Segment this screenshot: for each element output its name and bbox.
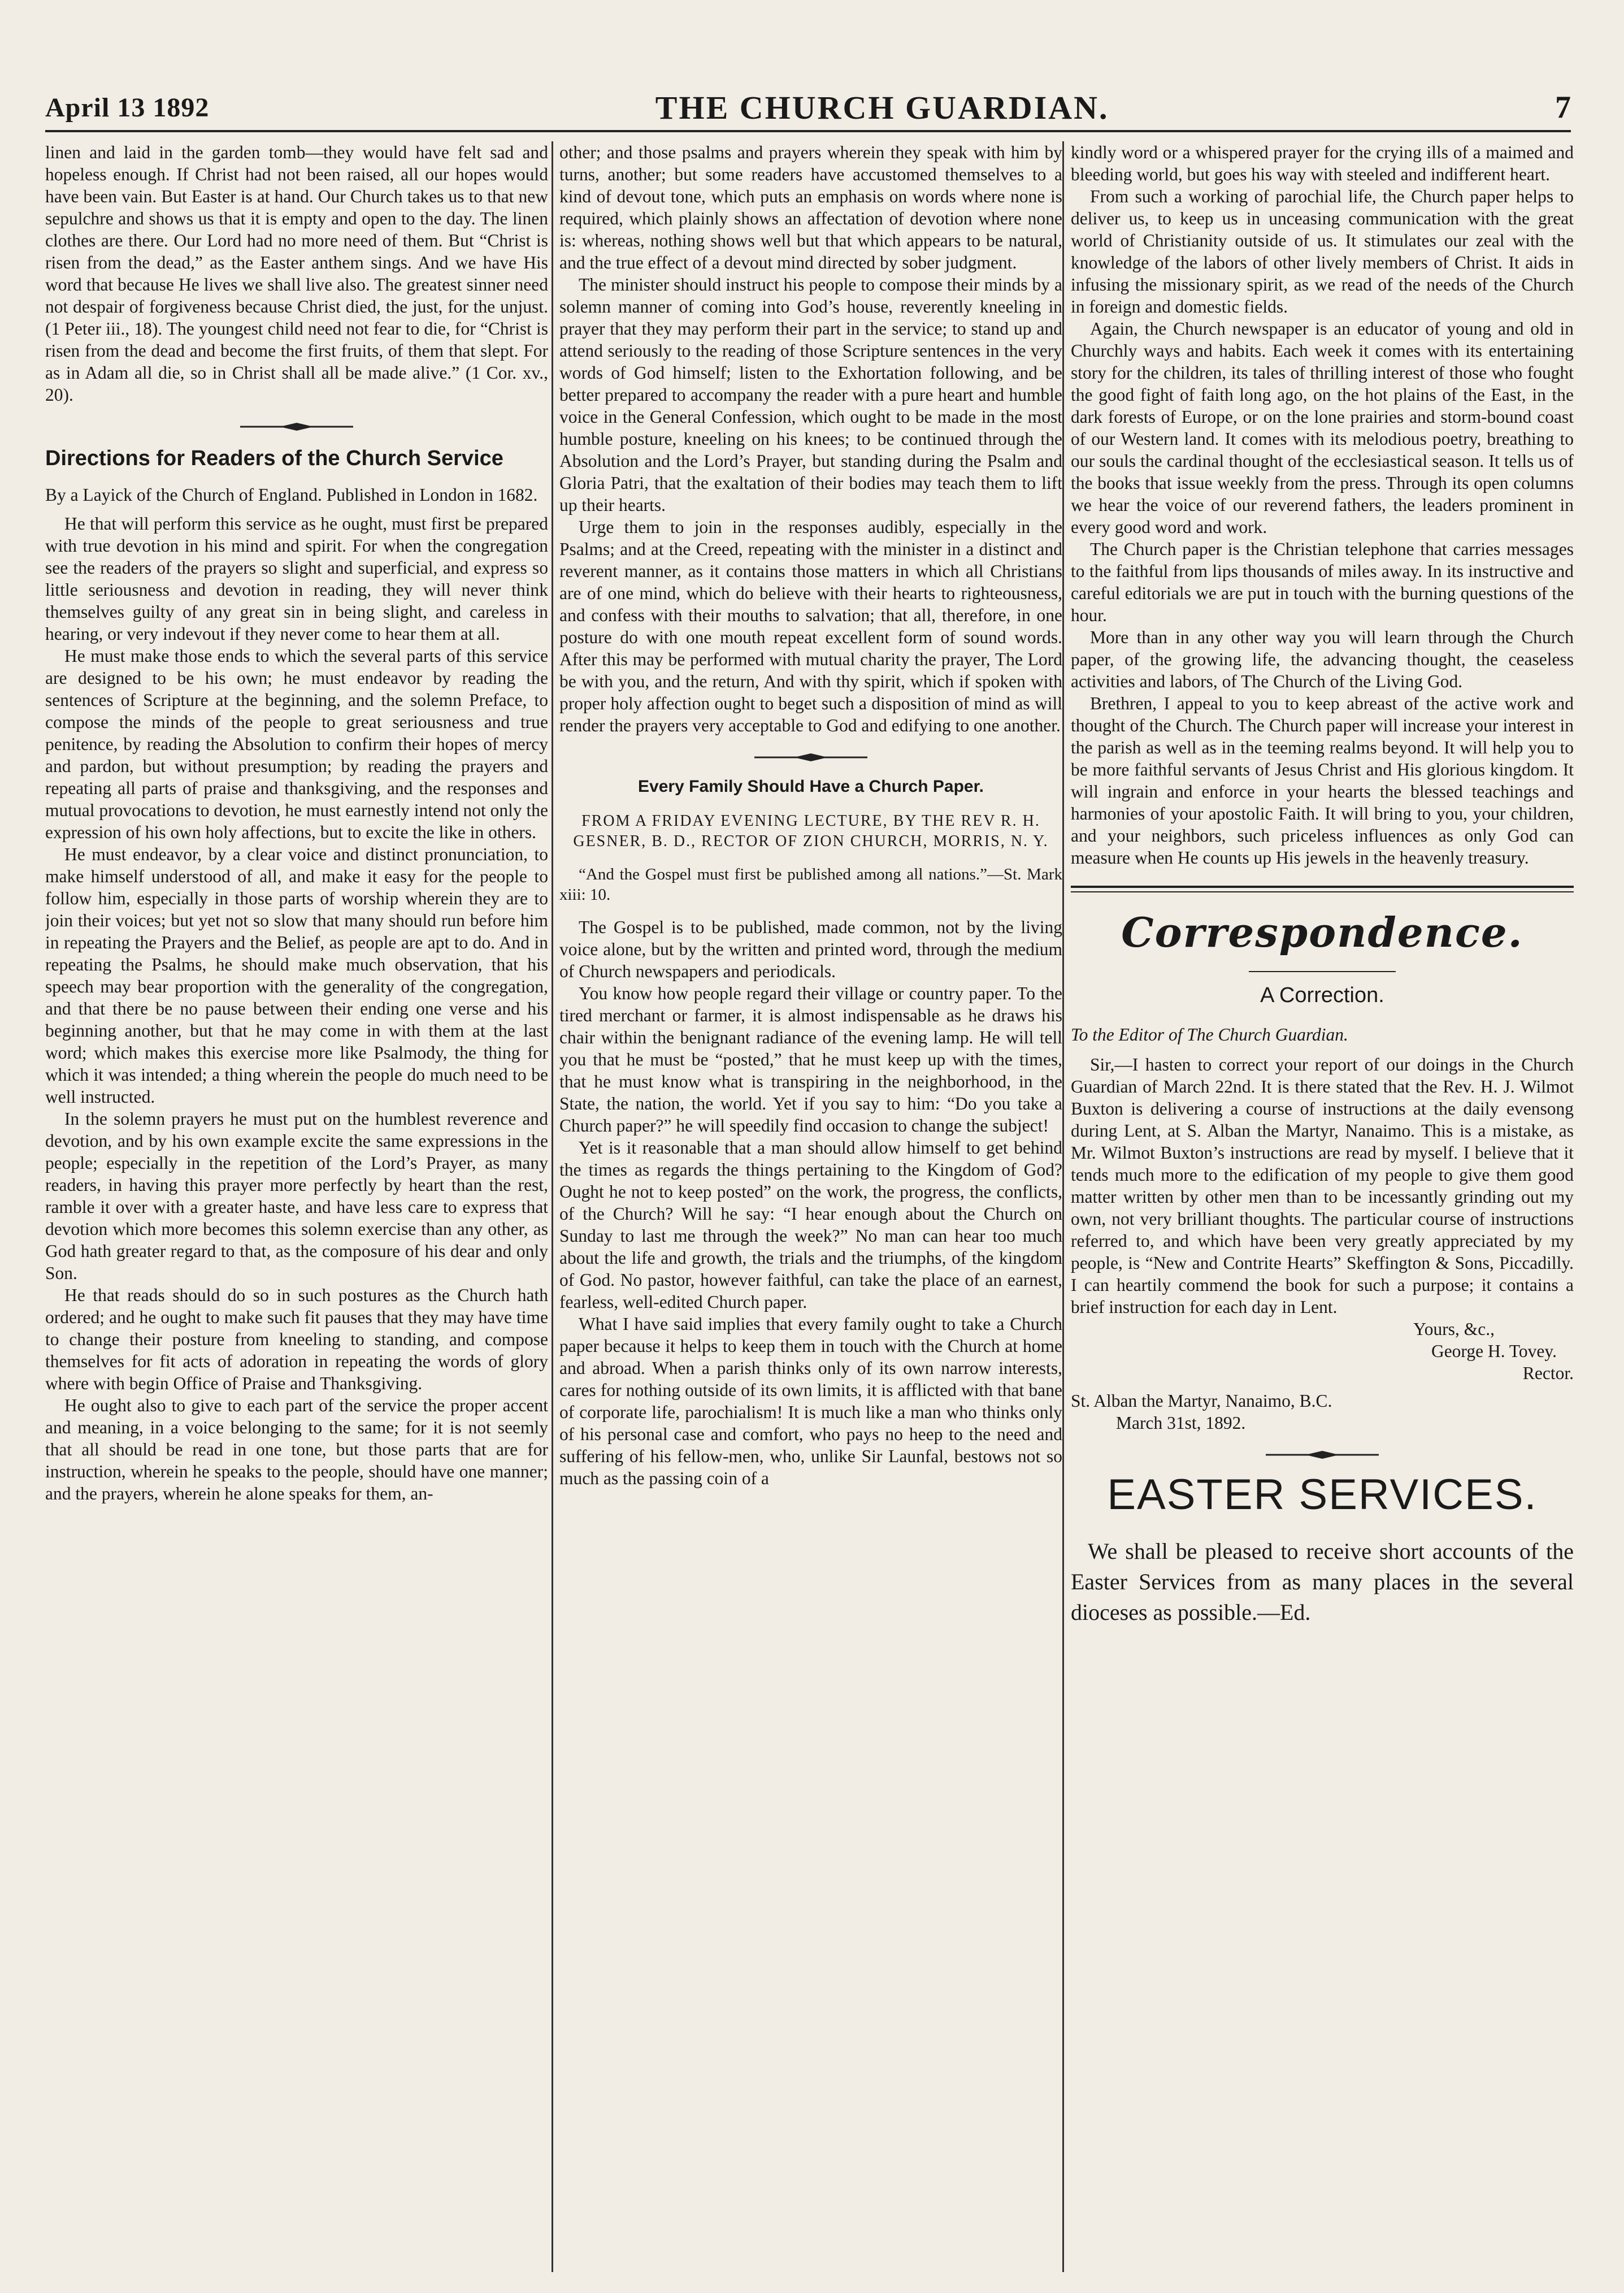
article-paragraph: The Church paper is the Christian telephone that carries messages to the faithful from lips thousands of miles away. In its instructive and careful editorials we are put in touch with the burning questions of the hour. — [1071, 539, 1574, 625]
letter-body: Sir,—I hasten to correct your report of our doings in the Church Guardian of March 22nd. It is there stated that the Rev. H. J. Wilmot Buxton is delivering a course of instructions at the daily evensong during Lent, at S. Alban the Martyr, Nanaimo. This is a mistake, as Mr. Wilmot Buxton’s instructions are read by myself. I believe that it tends much more to the edification of my people to give them good matter written by other men than to be incessantly grinding out my own, not very brilliant thoughts. The particular course of instructions referred to, and which have been very greatly appreciated by my people, is “New and Contrite Hearts” Skeffington & Sons, Piccadilly. I can heartily commend the book for such a purpose; it contains a brief instruction for each day in Lent. — [1071, 1055, 1574, 1317]
ornament-rule-icon — [1266, 1451, 1379, 1459]
ornament-rule-icon — [240, 423, 353, 431]
article-paragraph: He that will perform this service as he ought, must first be prepared with true devotion in his mind and spirit. For when the congregation see the readers of the prayers so slight and superficial, and express so little seriousness and devotion in reading, they will never think themselves guilty of any great sin in being slight, and careless in hearing, or very indevout if they never come to hear them at all. — [45, 514, 548, 644]
article-heading: Every Family Should Have a Church Paper. — [638, 777, 984, 796]
ornament-rule-icon — [754, 753, 867, 761]
article-paragraph: Urge them to join in the responses audibly, especially in the Psalms; and at the Creed, repeating with the minister in a distinct and reverent manner, as it contains those matters in which all Christians are of one mind, which do believe with their hearts to righteousness, and confess with their mouths to salvation; that all, therefore, in one posture do with one mouth repeat excellent form of sound words. After this may be performed with mutual charity the prayer, The Lord be with you, and the return, And with thy spirit, which if spoken with proper holy affection ought to beget such a disposition of mind as will render the prayers very acceptable to God and edifying to one another. — [559, 517, 1062, 735]
article-byline: FROM A FRIDAY EVENING LECTURE, BY THE REV R. H. GESNER, B. D., RECTOR OF ZION CHURCH, MORRIS, N. Y. — [573, 812, 1049, 850]
article-paragraph: He ought also to give to each part of the service the proper accent and meaning, in a voice belonging to the same; for it is not seemly that all should be read in one tone, but those parts that are for instruction, wherein he speaks to the people, should have one manner; and the prayers, wherein he alone speaks for them, an- — [45, 1395, 548, 1503]
article-paragraph: The minister should instruct his people to compose their minds by a solemn manner of coming into God’s house, reverently kneeling in prayer that they may perform their part in the service; to stand up and attend seriously to the reading of those Scripture sentences in the very words of God himself; listen to the Exhortation following, and be better prepared to accompany the reader with a pure heart and humble voice in the General Confession, which ought to be made in the most humble posture, kneeling on his knees; to be continued through the Absolution and the Lord’s Prayer, but standing during the Psalm and Gloria Patri, that the exaltation of their bodies may teach them to lift up their hearts. — [559, 275, 1062, 515]
column-divider — [552, 141, 553, 2272]
letter-signature-title: Rector. — [1522, 1363, 1574, 1383]
letter-date: March 31st, 1892. — [1116, 1413, 1246, 1433]
column-2 — [559, 141, 1062, 2272]
notice-heading: EASTER SERVICES. — [1107, 1471, 1538, 1519]
column-divider — [1062, 141, 1064, 2272]
article-epigraph: “And the Gospel must first be published among all nations.”—St. Mark xiii: 10. — [559, 865, 1062, 904]
section-divider — [1071, 886, 1574, 892]
continued-article-text: linen and laid in the garden tomb—they would have felt sad and hopeless enough. If Christ had not been raised, all our hopes would have been vain. But Easter is at hand. Our Church takes us to that new sepulchre and shows us that it is empty and open to the day. The linen clothes are there. Our Lord had no more need of them. But “Christ is risen from the dead,” as the Easter anthem sings. And we have His word that because He lives we shall live also. The greatest sinner need not despair of forgiveness because Christ died, the just, for the unjust. (1 Peter iii., 18). The youngest child need not fear to die, for “Christ is risen from the dead and become the first fruits, of them that slept. For as in Adam all die, so in Christ shall all be made alive.” (1 Cor. xv., 20). — [45, 142, 548, 405]
column-1 — [45, 141, 548, 2272]
issue-date: April 13 1892 — [45, 92, 210, 123]
article-paragraph: More than in any other way you will learn through the Church paper, of the growing life, the advancing thought, the ceaseless activities and labors, of The Church of the Living God. — [1071, 627, 1574, 691]
article-paragraph: He that reads should do so in such postures as the Church hath ordered; and he ought to make such fit pauses that they may have time to change their posture from kneeling to standing, and compose themselves for fit acts of adoration in repeating the words of glory where with begin Office of Praise and Thanksgiving. — [45, 1285, 548, 1393]
article-heading: Directions for Readers of the Church Service — [45, 447, 503, 470]
masthead — [45, 85, 1571, 132]
article-paragraph: He must endeavor, by a clear voice and distinct pronunciation, to make himself understood of all, and make it easy for the people to follow him, especially in those parts of worship wherein they are to join their voices; but yet not so slow that many should run before him in repeating the Prayers and the Belief, as people are apt to do. And in repeating the Psalms, he should make much observation, that his speech may bear proportion with the generality of the congregation, and that there be no pause between their ending one verse and his beginning another, but that he may come in with them at the last word; which makes this exercise more like Psalmody, the thing for which it was intended; a thing wherein the people do much need to be well instructed. — [45, 844, 548, 1107]
article-paragraph: He must make those ends to which the several parts of this service are designed to be his own; he must endeavor by reading the sentences of Scripture at the beginning, and the solemn Preface, to compose the minds of the people to great seriousness and true penitence, by reading the Absolution to confirm their hopes of mercy and pardon, but without presumption; by reading the prayers and repeating all parts of praise and thanksgiving, and the responses and mutual provocations to devotion, he must earnestly intend not only the expression of his own holy affections, but to excite the like in others. — [45, 646, 548, 842]
letter-signature: George H. Tovey. — [1431, 1341, 1557, 1361]
letter-title: A Correction. — [1260, 983, 1384, 1007]
section-heading: Correspondence. — [1121, 908, 1523, 956]
section-ornament — [45, 423, 548, 431]
article-paragraph: Brethren, I appeal to you to keep abreast of the active work and thought of the Church. The Church paper will increase your interest in the parish as well as in the teeming realms beyond. It will help you to be more faithful servants of Jesus Christ and His glorious kingdom. It will ingrain and enforce in your hearts the blessed teachings and harmonies of your apostolic Faith. It will bring to you, your children, and your neighbors, such priceless influences as only God can measure when He counts up His jewels in the heavenly treasury. — [1071, 693, 1574, 868]
article-paragraph: What I have said implies that every family ought to take a Church paper because it helps to keep them in touch with the Church at home and abroad. When a parish thinks only of its own narrow interests, cares for nothing outside of its own limits, it is afflicted with that bane of corporate life, parochialism! It is much like a man who thinks only of his personal case and comfort, who pays no heep to the need and suffering of his fellow-men, who, unlike Sir Launfal, bestows not so much as the passing coin of a — [559, 1314, 1062, 1488]
article-paragraph: other; and those psalms and prayers wherein they speak with him by turns, another; but some readers have accustomed themselves to a kind of devout tone, which puts an emphasis on words where none is required, which plainly shows an affectation of devotion where none is: whereas, nothing shows well but that which appears to be natural, and the true effect of a devout mind directed by sober judgment. — [559, 142, 1062, 272]
letter-place: St. Alban the Martyr, Nanaimo, B.C. — [1071, 1391, 1332, 1411]
article-paragraph: In the solemn prayers he must put on the humblest reverence and devotion, and by his own example excite the same expressions in the people; especially in the repetition of the Lord’s Prayer, as many readers, in having this prayer more perfectly by heart than the rest, ramble it over with a greater haste, and have less care to express that devotion which more becomes this solemn exercise than any other, as God hath greater regard to that, as the composure of his dear and only Son. — [45, 1109, 548, 1283]
divider — [1249, 971, 1396, 972]
article-paragraph: You know how people regard their village or country paper. To the tired merchant or farmer, it is almost indispensable as he draws his chair within the benignant radiance of the evening lamp. He will tell you that he must be “posted,” that he must keep up with the times, that he must know what is transpiring in the neighborhood, in the State, the nation, the world. Yet if you say to him: “Do you take a Church paper?” he will speedily find occasion to change the subject! — [559, 983, 1062, 1135]
article-paragraph: Again, the Church newspaper is an educator of young and old in Churchly ways and habits. Each week it comes with its entertaining story for the children, its tales of thrilling interest of those who fought the good fight of faith long ago, on the hot plains of the East, in the dark forests of Europe, or on the lone prairies and storm-bound coast of our Western land. It comes with its melodious poetry, breathing to our souls the cardinal thought of the ecclesiastical season. It tells us of the books that issue weekly from the press. Through its open columns we hear the voice of our reverend fathers, the leaders prominent in every good word and work. — [1071, 319, 1574, 537]
article-paragraph: From such a working of parochial life, the Church paper helps to deliver us, to keep us in unceasing communication with the great world of Christianity outside of us. It stimulates our zeal with the knowledge of the labors of other lively members of Christ. It aids in infusing the missionary spirit, as we read of the needs of the Church in foreign and domestic fields. — [1071, 187, 1574, 317]
article-paragraph: kindly word or a whispered prayer for the crying ills of a maimed and bleeding world, but goes his way with steeled and indifferent heart. — [1071, 142, 1574, 184]
article-paragraph: The Gospel is to be published, made common, not by the living voice alone, but by the written and printed word, through the medium of Church newspapers and periodicals. — [559, 917, 1062, 981]
newspaper-title: THE CHURCH GUARDIAN. — [655, 89, 1109, 126]
article-intro: By a Layick of the Church of England. Published in London in 1682. — [45, 485, 538, 505]
section-ornament — [1071, 1451, 1574, 1459]
letter-closing: Yours, &c., — [1413, 1319, 1495, 1339]
article-paragraph: Yet is it reasonable that a man should allow himself to get behind the times as regards the things pertaining to the Kingdom of God? Ought he not to keep posted” on the work, the progress, the conflicts, of the Church? Will he say: “I hear enough about the Church on Sunday to last me through the week?” No man can hear too much about the life and growth, the trials and the triumphs, of the kingdom of God. No pastor, however faithful, can take the place of an earnest, fearless, well-edited Church paper. — [559, 1138, 1062, 1312]
letter-address: To the Editor of The Church Guardian. — [1071, 1025, 1348, 1044]
section-ornament — [559, 753, 1062, 761]
notice-text: We shall be pleased to receive short accounts of the Easter Services from as many places in the several dioceses as possible.—Ed. — [1071, 1538, 1574, 1625]
page-number: 7 — [1554, 90, 1571, 125]
column-3 — [1071, 141, 1574, 2272]
